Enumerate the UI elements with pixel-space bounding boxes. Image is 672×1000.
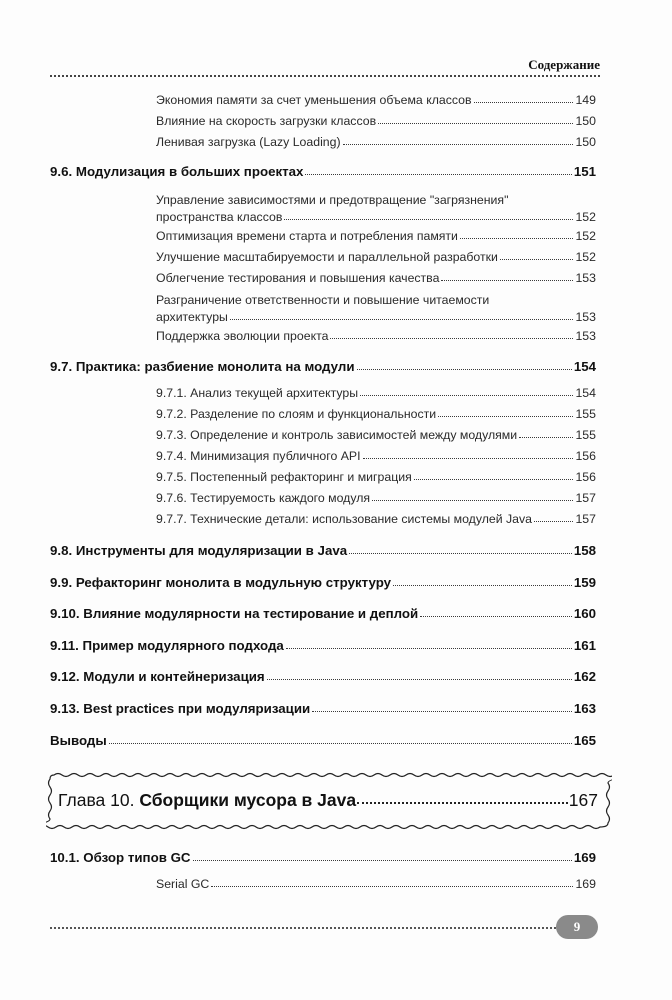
toc-section <box>50 638 596 653</box>
leader-dots <box>286 648 572 649</box>
toc-section <box>50 359 596 374</box>
leader-dots <box>363 458 574 459</box>
toc-entry-title: Улучшение масштабируемости и параллельной разработки <box>156 250 498 264</box>
toc-section-page: 169 <box>573 850 596 865</box>
toc-entry-page: 157 <box>575 491 596 505</box>
leader-dots <box>357 369 572 370</box>
toc-entry-title-line2: архитектуры <box>156 310 228 324</box>
leader-dots <box>519 437 573 438</box>
toc-entry-page: 153 <box>575 310 596 324</box>
chapter-prefix: Глава 10. <box>58 790 140 810</box>
toc-entry-page: 155 <box>575 428 596 442</box>
chapter-page: 167 <box>568 790 598 810</box>
toc-section <box>50 575 596 590</box>
toc-entry <box>156 428 596 442</box>
toc-entry-page: 152 <box>575 229 596 243</box>
leader-dots <box>357 802 568 804</box>
toc-section-title: 9.10. Влияние модулярности на тестирование и деплой <box>50 606 419 621</box>
toc-entry <box>156 329 596 343</box>
toc-entry-page: 156 <box>575 470 596 484</box>
toc-section-page: 165 <box>573 733 596 748</box>
toc-entry-page: 150 <box>575 114 596 128</box>
toc-entry-line2 <box>156 209 596 226</box>
toc-section-title: 10.1. Обзор типов GC <box>50 850 191 865</box>
page-number-badge: 9 <box>556 915 598 939</box>
leader-dots <box>372 500 573 501</box>
toc-entry-page: 150 <box>575 135 596 149</box>
toc-entry-title-line2: пространства классов <box>156 210 283 224</box>
running-head: Содержание <box>528 57 600 72</box>
top-dotted-rule <box>50 75 600 77</box>
toc-entry-page: 155 <box>575 407 596 421</box>
leader-dots <box>441 280 573 281</box>
toc-section-title: 9.9. Рефакторинг монолита в модульную структуру <box>50 575 392 590</box>
toc-entry <box>156 512 596 526</box>
toc-section-title: 9.6. Модулизация в больших проектах <box>50 164 304 179</box>
toc-entry-title: 9.7.4. Минимизация публичного API <box>156 449 361 463</box>
leader-dots <box>349 553 572 554</box>
leader-dots <box>343 144 574 145</box>
leader-dots <box>211 886 573 887</box>
toc-entry <box>156 407 596 421</box>
toc-section <box>50 733 596 748</box>
toc-section-page: 159 <box>573 575 596 590</box>
toc-entry <box>156 386 596 400</box>
toc-entry-title-line1: Разграничение ответственности и повышение читаемости <box>156 293 490 307</box>
toc-entry-title: 9.7.5. Постепенный рефакторинг и миграция <box>156 470 412 484</box>
toc-section-title: 9.11. Пример модулярного подхода <box>50 638 284 653</box>
toc-entry <box>156 93 596 107</box>
toc-section-page: 163 <box>573 701 596 716</box>
toc-entry-page: 152 <box>575 250 596 264</box>
toc-section-title: Выводы <box>50 733 107 748</box>
toc-section-page: 154 <box>573 359 596 374</box>
toc-entry-page: 149 <box>575 93 596 107</box>
toc-entry <box>156 271 596 285</box>
leader-dots <box>393 585 572 586</box>
toc-section-page: 161 <box>573 638 596 653</box>
toc-section-title: 9.8. Инструменты для модуляризации в Java <box>50 543 348 558</box>
toc-section <box>50 701 596 716</box>
toc-section <box>50 164 596 179</box>
toc-entry <box>156 470 596 484</box>
toc-section-title: 9.7. Практика: разбиение монолита на модули <box>50 359 355 374</box>
toc-entry-title-line1: Управление зависимостями и предотвращение "загрязнения" <box>156 193 509 207</box>
leader-dots <box>109 743 572 744</box>
toc-entry <box>156 449 596 463</box>
toc-entry-title: 9.7.1. Анализ текущей архитектуры <box>156 386 359 400</box>
toc-entry-title: Оптимизация времени старта и потребления памяти <box>156 229 458 243</box>
bottom-dotted-rule <box>50 927 560 929</box>
toc-section-page: 160 <box>573 606 596 621</box>
toc-entry-title: Serial GC <box>156 877 210 891</box>
leader-dots <box>267 679 572 680</box>
leader-dots <box>312 711 572 712</box>
leader-dots <box>534 521 574 522</box>
toc-section <box>50 606 596 621</box>
toc-entry-title: Экономия памяти за счет уменьшения объема классов <box>156 93 472 107</box>
toc-section-title: 9.13. Best practices при модуляризации <box>50 701 311 716</box>
toc-entry <box>156 491 596 505</box>
chapter-entry <box>58 790 598 811</box>
toc-entry <box>156 877 596 891</box>
toc-entry-page: 154 <box>575 386 596 400</box>
toc-entry-title: 9.7.2. Разделение по слоям и функциональности <box>156 407 437 421</box>
toc-entry-title: Поддержка эволюции проекта <box>156 329 329 343</box>
toc-section-page: 151 <box>573 164 596 179</box>
toc-section-page: 162 <box>573 669 596 684</box>
leader-dots <box>330 338 573 339</box>
toc-entry-page: 157 <box>575 512 596 526</box>
toc-entry-title: 9.7.7. Технические детали: использование системы модулей Java <box>156 512 532 526</box>
toc-entry-page: 169 <box>575 877 596 891</box>
toc-entry-title: Влияние на скорость загрузки классов <box>156 114 377 128</box>
leader-dots <box>378 123 573 124</box>
toc-entry <box>156 135 596 149</box>
toc-entry-title: 9.7.6. Тестируемость каждого модуля <box>156 491 371 505</box>
toc-entry <box>156 229 596 243</box>
leader-dots <box>460 238 574 239</box>
leader-dots <box>284 219 573 220</box>
leader-dots <box>438 416 573 417</box>
chapter-title: Сборщики мусора в Java <box>139 790 357 810</box>
leader-dots <box>305 174 571 175</box>
toc-entry <box>156 114 596 128</box>
leader-dots <box>474 102 574 103</box>
toc-section <box>50 543 596 558</box>
leader-dots <box>500 259 574 260</box>
leader-dots <box>414 479 574 480</box>
toc-entry-page: 152 <box>575 210 596 224</box>
toc-entry-page: 153 <box>575 329 596 343</box>
toc-entry-multiline <box>156 192 596 226</box>
toc-entry-page: 156 <box>575 449 596 463</box>
toc-entry-line2 <box>156 309 596 326</box>
leader-dots <box>193 860 572 861</box>
leader-dots <box>230 319 574 320</box>
toc-entry-title: 9.7.3. Определение и контроль зависимостей между модулями <box>156 428 518 442</box>
toc-section <box>50 850 596 865</box>
toc-entry-page: 153 <box>575 271 596 285</box>
toc-section-page: 158 <box>573 543 596 558</box>
leader-dots <box>420 616 572 617</box>
leader-dots <box>360 395 573 396</box>
toc-entry-multiline <box>156 292 596 326</box>
toc-section-title: 9.12. Модули и контейнеризация <box>50 669 265 684</box>
toc-entry <box>156 250 596 264</box>
toc-entry-title: Ленивая загрузка (Lazy Loading) <box>156 135 341 149</box>
toc-section <box>50 669 596 684</box>
toc-entry-title: Облегчение тестирования и повышения качества <box>156 271 440 285</box>
